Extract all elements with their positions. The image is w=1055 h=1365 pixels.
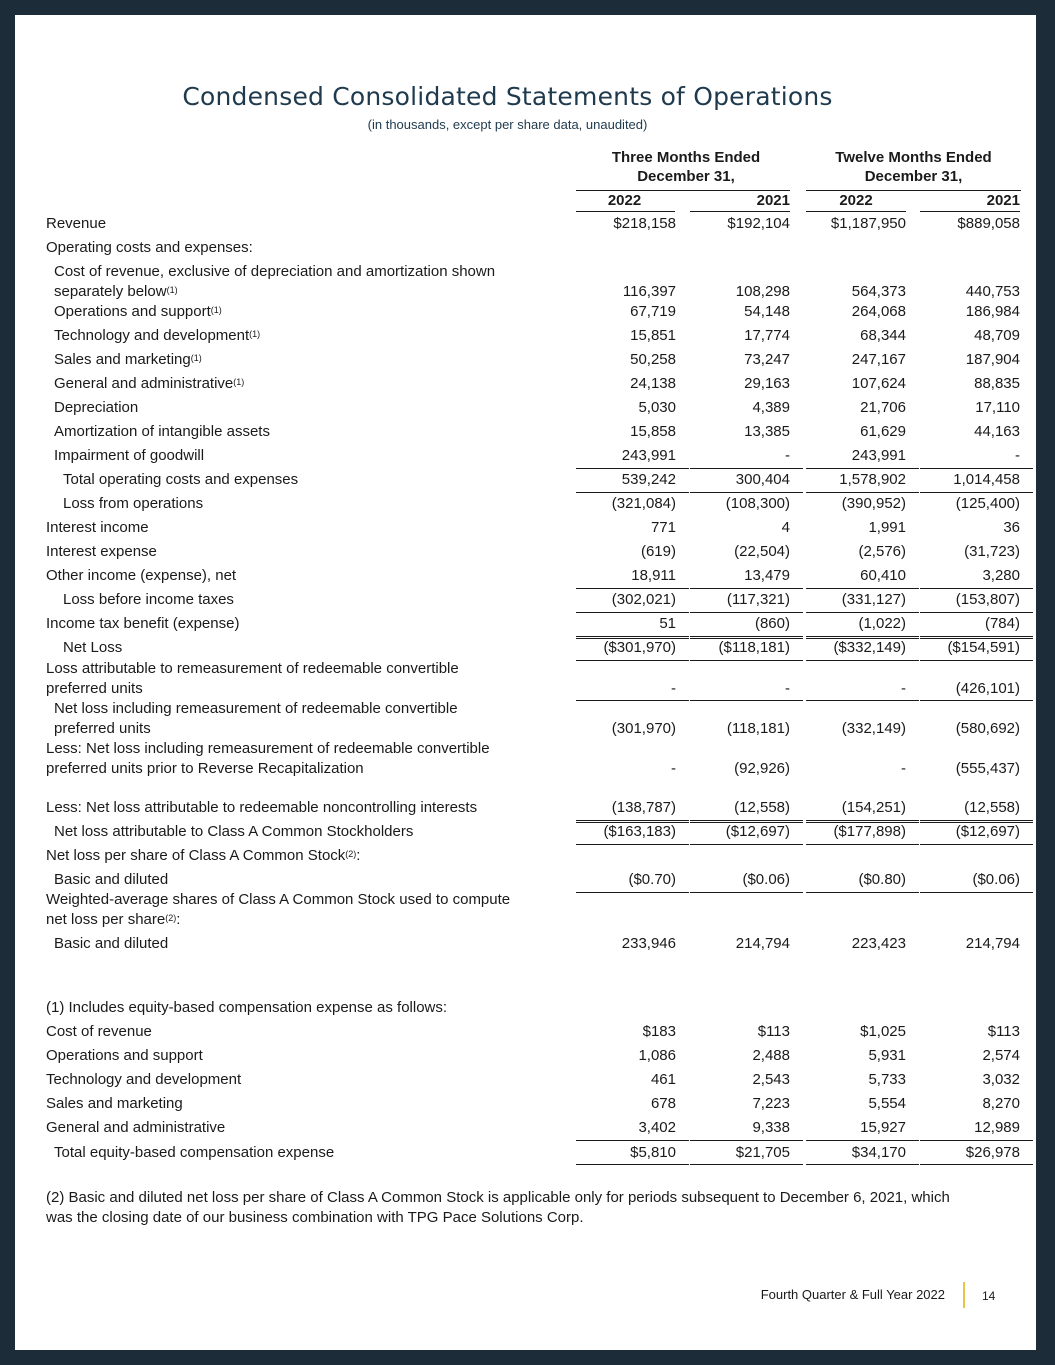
total-rule [920,660,1033,661]
comp_rows-cell: 15,927 [860,1119,906,1136]
rows-row-label: Total operating costs and expenses [63,471,299,488]
rows-cell: 4,389 [752,399,790,416]
total-rule [576,844,689,845]
rows-cell: 21,706 [860,399,906,416]
rows-cell: 50,258 [630,351,676,368]
rows-row-label: Less: Net loss including remeasurement of redeemable convertible preferred units prior to Reverse Recapitalization [46,740,490,777]
rows-cell: 17,774 [744,327,790,344]
rows-cell: 67,719 [630,303,676,320]
rows-cell: 264,068 [851,303,906,320]
rows-cell: - [785,447,790,464]
rows-cell: 186,984 [965,303,1020,320]
total-rule [690,612,803,613]
rows-cell: 1,578,902 [839,471,906,488]
rows-cell: - [785,680,790,697]
rows-cell: 54,148 [744,303,790,320]
rows-cell: (860) [754,615,790,632]
total-rule [920,1164,1033,1165]
comp-heading: (1) Includes equity-based compensation expense as follows: [46,999,448,1016]
rows-cell: 4 [781,519,790,536]
comp_rows-cell: $21,705 [735,1144,790,1161]
rows-cell: 17,110 [975,399,1020,416]
rows-row-label: Interest income [46,519,149,536]
comp_rows-cell: $26,978 [965,1144,1020,1161]
rows-cell: (117,321) [726,591,790,608]
rows-cell: 68,344 [860,327,906,344]
comp_rows-cell: 678 [650,1095,676,1112]
rows-cell: - [671,680,676,697]
rows-cell: 24,138 [630,375,676,392]
header-three-months-line1: Three Months Ended [611,149,761,166]
comp_rows-row-label: Technology and development [46,1071,242,1088]
rows-cell: 61,629 [860,423,906,440]
rows-cell: - [671,760,676,777]
rows-row-label: Amortization of intangible assets [54,423,270,440]
rows-cell: 51 [659,615,676,632]
rows-cell: (390,952) [841,495,906,512]
comp_rows-cell: 3,032 [982,1071,1020,1088]
rows-row-label: Revenue [46,215,107,232]
year-header-q-2021: 2021 [756,192,790,209]
total-rule [576,638,689,639]
rows-cell: ($0.80) [858,871,906,888]
page-title: Condensed Consolidated Statements of Operations [182,82,833,111]
rows-cell: ($163,183) [603,823,676,840]
rows-row-label: Loss from operations [63,495,204,512]
header-rule-twelve [806,190,1021,191]
rows-cell: 15,858 [630,423,676,440]
total-rule [806,660,919,661]
total-rule [920,822,1033,823]
total-rule [690,822,803,823]
total-rule [806,700,919,701]
total-rule [806,892,919,893]
year-rule [806,211,906,212]
rows-cell: (108,300) [725,495,790,512]
rows-cell: 233,946 [621,935,676,952]
rows-cell: ($177,898) [833,823,906,840]
rows-row-label: Income tax benefit (expense) [46,615,240,632]
rows-cell: - [1015,447,1020,464]
comp_rows-cell: 3,402 [638,1119,676,1136]
rows-cell: 187,904 [965,351,1020,368]
rows-cell: 300,404 [735,471,790,488]
rows-cell: (92,926) [734,760,790,777]
total-rule [920,588,1033,589]
footnote-marker: (1) [249,329,261,339]
rows-cell: ($154,591) [947,639,1020,656]
total-rule [806,588,919,589]
year-header-q-2022: 2022 [607,192,642,209]
rows-cell: 243,991 [621,447,676,464]
total-rule [806,1164,919,1165]
comp_rows-cell: 9,338 [752,1119,790,1136]
footnote-marker: (2) [345,849,357,859]
total-rule [576,468,689,469]
rows-cell: 18,911 [631,567,676,584]
total-rule [920,468,1033,469]
rows-cell: (331,127) [841,591,906,608]
rows-cell: ($0.06) [742,871,790,888]
comp_rows-cell: 5,931 [868,1047,906,1064]
rows-row-label: Technology and development$^{(1)}$ [54,327,261,344]
rows-cell: (154,251) [841,799,906,816]
footer-page-number: 14 [982,1289,996,1303]
comp_rows-cell: $113 [987,1023,1020,1040]
rows-row-label: Net Loss [63,639,123,656]
comp_rows-cell: $5,810 [630,1144,676,1161]
year-rule [920,211,1020,212]
rows-cell: ($0.70) [628,871,676,888]
footnote-marker: (1) [190,353,202,363]
total-rule [920,892,1033,893]
rows-cell: 29,163 [744,375,790,392]
total-rule [576,1140,689,1141]
year-header-fy-2022: 2022 [839,192,873,209]
header-three-months-line2: December 31, [637,168,735,185]
comp_rows-cell: 12,989 [974,1119,1020,1136]
comp_rows-row-label: Total equity-based compensation expense [54,1144,335,1161]
total-rule [920,638,1033,639]
total-rule [690,588,803,589]
total-rule [690,468,803,469]
rows-row-label: Net loss including remeasurement of redeemable convertible preferred units [54,700,458,737]
comp_rows-cell: 5,554 [868,1095,906,1112]
total-rule [806,1140,919,1141]
rows-row-label: Sales and marketing$^{(1)}$ [54,351,202,368]
rows-cell: ($12,697) [955,823,1020,840]
total-rule [920,700,1033,701]
note-2-line1: (2) Basic and diluted net loss per share of Class A Common Stock is applicable only for periods subsequent to December 6, 2021, which [46,1189,950,1206]
rows-cell: 564,373 [851,283,906,300]
note-2-line2: was the closing date of our business combination with TPG Pace Solutions Corp. [46,1209,584,1226]
comp_rows-cell: $113 [757,1023,790,1040]
rows-cell: (22,504) [734,543,790,560]
total-rule [576,492,689,493]
rows-cell: (426,101) [955,680,1020,697]
rows-row-label: Net loss per share of Class A Common Stock$^{(2)}$: [46,847,361,864]
total-rule [576,1164,689,1165]
total-rule [576,636,689,637]
footer-divider [963,1282,965,1308]
rows-cell: ($118,181) [718,639,790,656]
rows-cell: (31,723) [964,543,1020,560]
rows-cell: (118,181) [726,720,790,737]
comp_rows-cell: 2,543 [752,1071,790,1088]
total-rule [920,612,1033,613]
rows-cell: - [901,680,906,697]
rows-cell: 1,991 [868,519,906,536]
comp_rows-cell: 1,086 [638,1047,676,1064]
total-rule [690,660,803,661]
rows-cell: (153,807) [955,591,1020,608]
total-rule [690,700,803,701]
header-twelve-months-line2: December 31, [864,168,963,185]
rows-cell: $192,104 [727,215,790,232]
total-rule [806,822,919,823]
total-rule [806,636,919,637]
rows-row-label: Depreciation [54,399,139,416]
rows-row-label: Other income (expense), net [46,567,237,584]
rows-cell: 440,753 [965,283,1020,300]
rows-row-label: Loss before income taxes [63,591,234,608]
rows-cell: (12,558) [964,799,1020,816]
rows-row-label: Basic and diluted [54,871,169,888]
rows-cell: 3,280 [982,567,1020,584]
comp_rows-cell: $1,025 [860,1023,906,1040]
rows-cell: (138,787) [611,799,676,816]
total-rule [806,820,919,821]
comp_rows-cell: $34,170 [851,1144,906,1161]
total-rule [576,822,689,823]
footnote-marker: (1) [210,305,222,315]
rows-cell: 15,851 [630,327,676,344]
total-rule [576,612,689,613]
rows-cell: 108,298 [735,283,790,300]
rows-cell: (580,692) [955,720,1020,737]
rows-row-label: Weighted-average shares of Class A Common Stock used to compute net loss per share$^{(2)}$: [46,891,511,928]
rows-cell: 5,030 [638,399,676,416]
rows-cell: 13,385 [744,423,790,440]
total-rule [576,660,689,661]
comp_rows-cell: 7,223 [752,1095,790,1112]
rows-cell: 36 [1003,519,1020,536]
rows-row-label: Basic and diluted [54,935,169,952]
page-subtitle: (in thousands, except per share data, unaudited) [367,117,648,132]
rows-cell: 1,014,458 [953,471,1020,488]
rows-row-label: Interest expense [46,543,157,560]
footnote-marker: (2) [165,913,177,923]
rows-cell: (332,149) [841,720,906,737]
total-rule [690,492,803,493]
total-rule [920,820,1033,821]
footer-report-title: Fourth Quarter & Full Year 2022 [760,1287,945,1302]
rows-row-label: Operating costs and expenses: [46,239,253,256]
rows-cell: (125,400) [955,495,1020,512]
comp_rows-row-label: Cost of revenue [46,1023,152,1040]
total-rule [806,844,919,845]
year-header-fy-2021: 2021 [986,192,1020,209]
total-rule [690,1140,803,1141]
header-twelve-months-line1: Twelve Months Ended [835,149,992,166]
rows-cell: ($12,697) [725,823,790,840]
rows-cell: 73,247 [744,351,790,368]
header-rule-three [576,190,790,191]
comp_rows-cell: 2,574 [982,1047,1020,1064]
rows-cell: (321,084) [611,495,676,512]
comp_rows-cell: $183 [642,1023,676,1040]
rows-cell: (784) [984,615,1020,632]
rows-cell: $889,058 [957,215,1020,232]
rows-cell: 247,167 [851,351,906,368]
total-rule [806,492,919,493]
header-three-months [576,148,796,186]
rows-cell: 243,991 [851,447,906,464]
total-rule [920,1140,1033,1141]
total-rule [576,588,689,589]
year-rule [690,211,790,212]
total-rule [576,700,689,701]
comp_rows-cell: 461 [650,1071,676,1088]
rows-cell: 116,397 [622,283,676,300]
rows-row-label: Impairment of goodwill [54,447,205,464]
rows-cell: 539,242 [621,471,676,488]
rows-cell: 214,794 [965,935,1020,952]
rows-cell: (2,576) [858,543,906,560]
rows-cell: 107,624 [851,375,906,392]
total-rule [576,892,689,893]
rows-row-label: Less: Net loss attributable to redeemable noncontrolling interests [46,799,478,816]
header-twelve-months [806,148,1021,186]
total-rule [806,468,919,469]
rows-row-label: Net loss attributable to Class A Common Stockholders [54,823,414,840]
total-rule [920,844,1033,845]
comp_rows-cell: 2,488 [752,1047,790,1064]
rows-row-label: Cost of revenue, exclusive of depreciation and amortization shown separately below$^{(1)}$ [54,263,496,300]
rows-cell: 771 [650,519,676,536]
rows-cell: $218,158 [613,215,676,232]
rows-row-label: General and administrative$^{(1)}$ [54,375,245,392]
total-rule [920,492,1033,493]
rows-cell: 214,794 [735,935,790,952]
footnote-marker: (1) [233,377,245,387]
rows-cell: 44,163 [974,423,1020,440]
rows-cell: (301,970) [611,720,676,737]
rows-cell: - [901,760,906,777]
total-rule [576,820,689,821]
rows-row-label: Operations and support$^{(1)}$ [54,303,222,320]
footnote-marker: (1) [166,285,178,295]
rows-cell: ($0.06) [972,871,1020,888]
comp_rows-cell: 5,733 [868,1071,906,1088]
rows-cell: ($301,970) [603,639,676,656]
comp_rows-row-label: Operations and support [46,1047,203,1064]
total-rule [806,638,919,639]
rows-cell: 88,835 [974,375,1020,392]
rows-cell: 13,479 [744,567,790,584]
comp_rows-row-label: Sales and marketing [46,1095,183,1112]
rows-cell: (12,558) [734,799,790,816]
rows-cell: (1,022) [858,615,906,632]
year-rule [576,211,675,212]
total-rule [690,1164,803,1165]
comp_rows-row-label: General and administrative [46,1119,226,1136]
comp_rows-cell: 8,270 [982,1095,1020,1112]
total-rule [690,636,803,637]
rows-cell: 60,410 [860,567,906,584]
total-rule [690,638,803,639]
total-rule [690,844,803,845]
rows-cell: (302,021) [611,591,676,608]
total-rule [920,636,1033,637]
rows-cell: (555,437) [955,760,1020,777]
rows-row-label: Loss attributable to remeasurement of redeemable convertible preferred units [46,660,459,697]
rows-cell: ($332,149) [833,639,906,656]
rows-cell: $1,187,950 [830,215,906,232]
rows-cell: 48,709 [974,327,1020,344]
total-rule [806,612,919,613]
total-rule [690,892,803,893]
rows-cell: (619) [640,543,676,560]
rows-cell: 223,423 [851,935,906,952]
total-rule [690,820,803,821]
